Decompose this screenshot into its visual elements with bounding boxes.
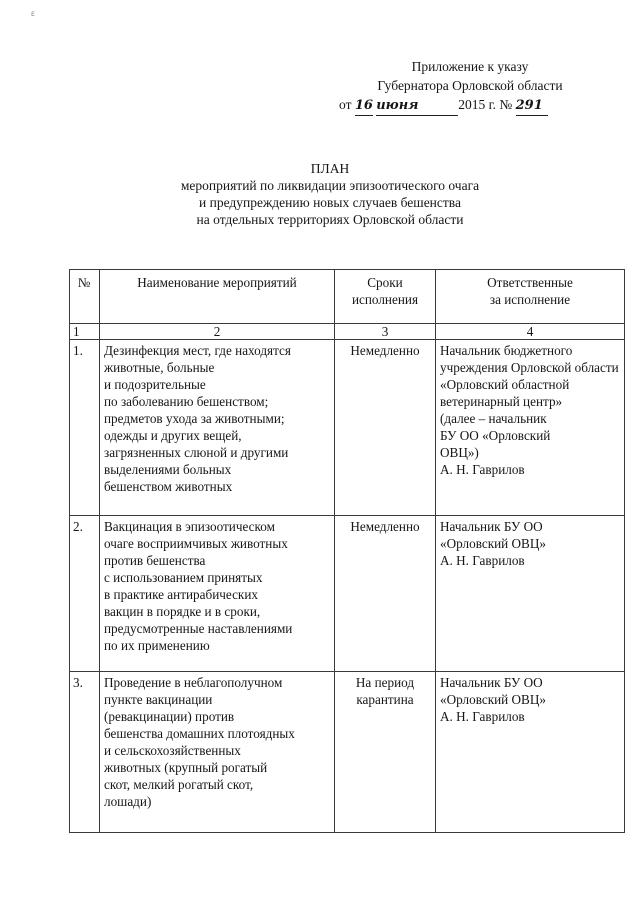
appendix-line-1: Приложение к указу	[411, 59, 529, 74]
title-heading: ПЛАН	[310, 161, 350, 176]
header-term: Сроки исполнения	[335, 270, 436, 324]
appendix-date-line	[330, 95, 610, 116]
header-responsible: Ответственные за исполнение	[436, 270, 625, 324]
plan-table	[69, 269, 625, 833]
row-term: На период карантина	[335, 672, 436, 833]
row-responsible: Начальник бюджетного учреждения Орловской области «Орловский областной ветеринарный центр» (далее – начальник БУ ОО «Орловский ОВЦ») А. Н. Гаврилов	[436, 340, 625, 516]
row-term: Немедленно	[335, 340, 436, 516]
table-header-row	[70, 270, 625, 324]
row-action: Проведение в неблагополучном пункте вакцинации (ревакцинации) против бешенства домашних плотоядных и сельскохозяйственных животных (крупный рогатый скот, мелкий рогатый скот, лошади)	[100, 672, 335, 833]
column-number-1: 1	[70, 324, 100, 340]
year-and-number-label: 2015 г. №	[458, 97, 513, 112]
table-row	[70, 340, 625, 516]
column-number-2: 2	[100, 324, 335, 340]
row-term: Немедленно	[335, 516, 436, 672]
date-prefix: от	[339, 97, 352, 112]
row-action: Дезинфекция мест, где находятся животные, больные и подозрительные по заболеванию бешенством; предметов ухода за животными; одежды и других вещей, загрязненных слюной и другими выделениями больных бешенством животных	[100, 340, 335, 516]
handwritten-month: июня	[376, 96, 458, 116]
row-number: 1.	[70, 340, 100, 516]
row-responsible: Начальник БУ ОО «Орловский ОВЦ» А. Н. Гаврилов	[436, 516, 625, 672]
row-number: 3.	[70, 672, 100, 833]
table-row	[70, 516, 625, 672]
column-number-4: 4	[436, 324, 625, 340]
title-line-1: мероприятий по ликвидации эпизоотического очага	[180, 178, 480, 193]
handwritten-day: 16	[355, 96, 373, 116]
table-row	[70, 672, 625, 833]
header-action: Наименование мероприятий	[100, 270, 335, 324]
handwritten-number: 291	[516, 96, 548, 116]
row-number: 2.	[70, 516, 100, 672]
document-title	[120, 160, 540, 228]
corner-mark: ε	[31, 8, 35, 18]
row-responsible: Начальник БУ ОО «Орловский ОВЦ» А. Н. Гаврилов	[436, 672, 625, 833]
column-number-row	[70, 324, 625, 340]
appendix-block	[330, 57, 610, 116]
appendix-line-2: Губернатора Орловской области	[377, 78, 563, 93]
title-line-3: на отдельных территориях Орловской области	[196, 212, 464, 227]
row-action: Вакцинация в эпизоотическом очаге восприимчивых животных против бешенства с использованием принятых в практике антирабических вакцин в порядке и в сроки, предусмотренные наставлениями по их применению	[100, 516, 335, 672]
column-number-3: 3	[335, 324, 436, 340]
title-line-2: и предупреждению новых случаев бешенства	[199, 195, 461, 210]
header-number: №	[70, 270, 100, 324]
